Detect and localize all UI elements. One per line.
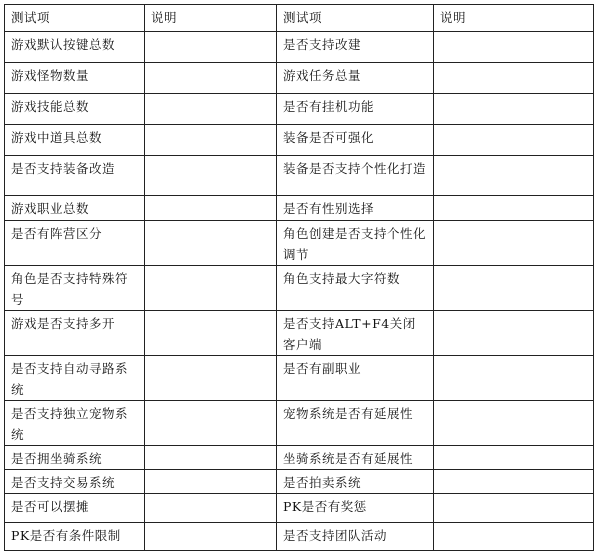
table-row: [5, 221, 594, 266]
note-right: [434, 401, 594, 446]
header-note-left: 说明: [145, 5, 277, 32]
test-item-right: 角色创建是否支持个性化调节: [277, 221, 434, 266]
test-item-left: 是否支持交易系统: [5, 470, 145, 494]
note-left: [145, 356, 277, 401]
test-item-right: 是否拍卖系统: [277, 470, 434, 494]
test-item-right: 是否有挂机功能: [277, 94, 434, 125]
test-item-right: 是否有性别选择: [277, 196, 434, 221]
test-item-left: 是否支持装备改造: [5, 156, 145, 196]
table-row: [5, 523, 594, 551]
note-right: [434, 356, 594, 401]
note-right: [434, 311, 594, 356]
table-row: [5, 401, 594, 446]
test-item-right: 是否支持改建: [277, 32, 434, 63]
test-item-left: 游戏默认按键总数: [5, 32, 145, 63]
test-item-left: 角色是否支持特殊符号: [5, 266, 145, 311]
table-row: [5, 356, 594, 401]
table-row: [5, 494, 594, 523]
note-right: [434, 63, 594, 94]
test-item-left: 是否支持自动寻路系统: [5, 356, 145, 401]
test-item-right: 是否支持ALT+F4关闭客户端: [277, 311, 434, 356]
test-item-left: PK是否有条件限制: [5, 523, 145, 551]
test-item-left: 游戏中道具总数: [5, 125, 145, 156]
note-left: [145, 32, 277, 63]
test-item-left: 游戏是否支持多开: [5, 311, 145, 356]
test-item-right: 是否支持团队活动: [277, 523, 434, 551]
test-item-right: 宠物系统是否有延展性: [277, 401, 434, 446]
note-left: [145, 94, 277, 125]
table-row: [5, 196, 594, 221]
note-left: [145, 311, 277, 356]
test-item-right: 游戏任务总量: [277, 63, 434, 94]
header-note-right: 说明: [434, 5, 594, 32]
table-row: [5, 156, 594, 196]
table-row: [5, 94, 594, 125]
note-right: [434, 196, 594, 221]
test-item-left: 游戏技能总数: [5, 94, 145, 125]
note-left: [145, 266, 277, 311]
note-right: [434, 266, 594, 311]
note-right: [434, 470, 594, 494]
note-left: [145, 446, 277, 470]
header-test-item-right: 测试项: [277, 5, 434, 32]
test-item-left: 游戏职业总数: [5, 196, 145, 221]
header-row: [5, 5, 594, 32]
note-left: [145, 196, 277, 221]
note-left: [145, 470, 277, 494]
test-item-right: 坐骑系统是否有延展性: [277, 446, 434, 470]
note-right: [434, 446, 594, 470]
note-right: [434, 94, 594, 125]
note-left: [145, 494, 277, 523]
test-item-right: 是否有副职业: [277, 356, 434, 401]
test-item-left: 是否支持独立宠物系统: [5, 401, 145, 446]
note-right: [434, 221, 594, 266]
note-left: [145, 125, 277, 156]
test-item-right: 装备是否支持个性化打造: [277, 156, 434, 196]
note-left: [145, 156, 277, 196]
table-row: [5, 63, 594, 94]
note-right: [434, 494, 594, 523]
note-left: [145, 523, 277, 551]
note-right: [434, 523, 594, 551]
table-row: [5, 125, 594, 156]
test-item-right: 装备是否可强化: [277, 125, 434, 156]
note-left: [145, 401, 277, 446]
test-item-left: 是否拥坐骑系统: [5, 446, 145, 470]
note-right: [434, 156, 594, 196]
table-row: [5, 470, 594, 494]
table-row: [5, 266, 594, 311]
header-test-item-left: 测试项: [5, 5, 145, 32]
test-item-right: 角色支持最大字符数: [277, 266, 434, 311]
note-left: [145, 221, 277, 266]
note-right: [434, 125, 594, 156]
test-items-table: [4, 4, 594, 551]
table-row: [5, 32, 594, 63]
table-row: [5, 446, 594, 470]
test-item-left: 是否可以摆摊: [5, 494, 145, 523]
note-left: [145, 63, 277, 94]
test-item-right: PK是否有奖惩: [277, 494, 434, 523]
table-row: [5, 311, 594, 356]
note-right: [434, 32, 594, 63]
test-item-left: 游戏怪物数量: [5, 63, 145, 94]
test-item-left: 是否有阵营区分: [5, 221, 145, 266]
